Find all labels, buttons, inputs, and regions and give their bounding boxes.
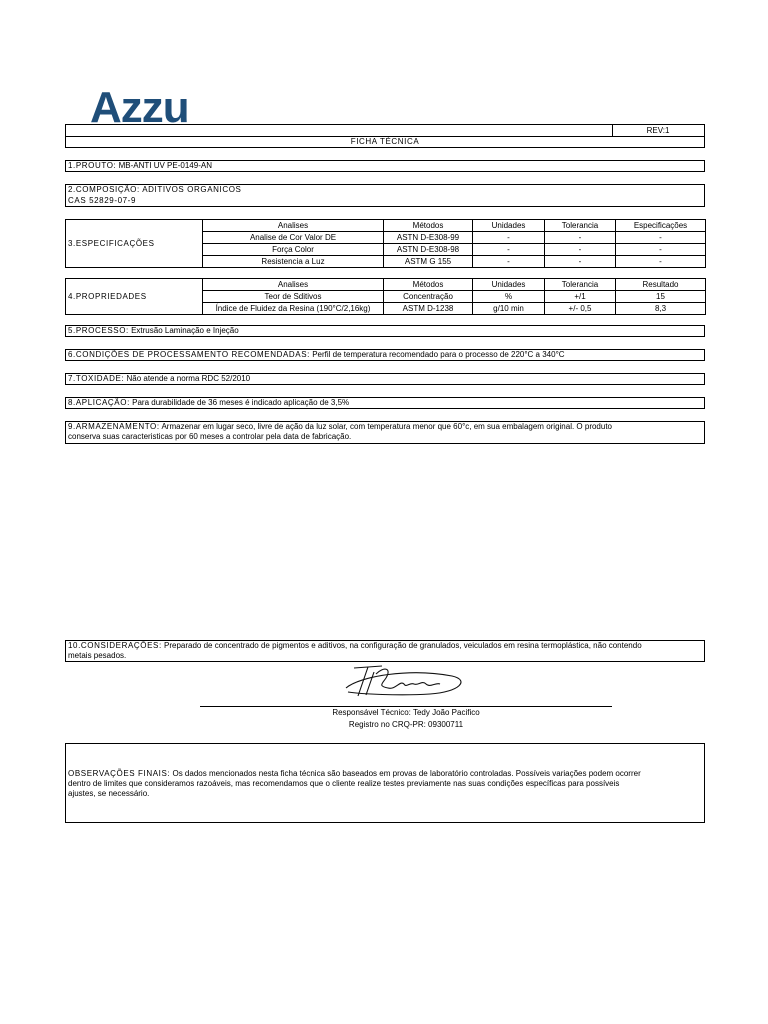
- toxidade-section: [65, 373, 705, 385]
- produto-section: [65, 160, 705, 172]
- table-cell: -: [616, 232, 706, 244]
- azzu-logo: [90, 84, 215, 126]
- header-cell: Tolerancia: [545, 220, 616, 232]
- aplicacao-section: [65, 397, 705, 409]
- propriedades-table: [65, 278, 706, 315]
- header-cell: Analises: [203, 279, 384, 291]
- observacoes-label: OBSERVAÇÕES FINAIS:: [68, 769, 171, 778]
- table-cell: ASTM G 155: [384, 256, 473, 268]
- consideracoes-label: 10.CONSIDERAÇÕES:: [68, 641, 162, 650]
- armazenamento-line1: Armazenar em lugar seco, livre de ação da luz solar, com temperatura menor que 60°c, em sua embalagem original. O produto: [161, 422, 613, 431]
- responsavel-tecnico: Responsável Técnico: Tedy João Pacifico: [332, 708, 480, 717]
- rev-label: REV:1: [646, 126, 670, 135]
- aplicacao-label: 8.APLICAÇÃO:: [68, 398, 130, 407]
- signature-line: [200, 706, 612, 707]
- condicoes-section: [65, 349, 705, 361]
- table-cell: 15: [616, 291, 706, 303]
- observacoes-section: [65, 743, 705, 823]
- header-cell: Analises: [203, 220, 384, 232]
- produto-value: MB-ANTI UV PE-0149-AN: [118, 161, 212, 170]
- armazenamento-line2: conserva suas caracteristicas por 60 meses a controlar pela data de fabricação.: [68, 432, 352, 441]
- table-cell: ASTM D-1238: [384, 303, 473, 315]
- observacoes-line2: dentro de limites que consideramos razoáveis, mas recomendamos que o cliente realize testes previamente nas suas condições específicas para possíveis: [68, 779, 620, 788]
- table-cell: ASTN D-E308-99: [384, 232, 473, 244]
- toxidade-value: Não atende a norma RDC 52/2010: [126, 374, 251, 383]
- table-cell: g/10 min: [473, 303, 545, 315]
- table-cell: Concentração: [384, 291, 473, 303]
- table-cell: %: [473, 291, 545, 303]
- header-box: [65, 124, 705, 148]
- aplicacao-value: Para durabilidade de 36 meses é indicado aplicação de 3,5%: [132, 398, 350, 407]
- table-cell: +/- 0,5: [545, 303, 616, 315]
- cas-number: CAS 52829-07-9: [68, 196, 136, 205]
- composicao-value: ADITIVOS ORGANICOS: [142, 185, 242, 194]
- table-cell: -: [473, 256, 545, 268]
- toxidade-label: 7.TOXIDADE:: [68, 374, 125, 383]
- header-cell: Especificações: [616, 220, 706, 232]
- page-title: FICHA TÉCNICA: [350, 137, 420, 146]
- header-cell: Métodos: [384, 220, 473, 232]
- header-cell: Tolerancia: [545, 279, 616, 291]
- processo-label: 5.PROCESSO:: [68, 326, 129, 335]
- table-cell: Resistencia a Luz: [203, 256, 384, 268]
- composicao-section: [65, 184, 705, 207]
- table-cell: -: [545, 244, 616, 256]
- especificacoes-table: [65, 219, 706, 268]
- consideracoes-line2: metais pesados.: [68, 651, 127, 660]
- table-cell: +/1: [545, 291, 616, 303]
- header-cell: Métodos: [384, 279, 473, 291]
- table-cell: Força Color: [203, 244, 384, 256]
- header-cell: Unidades: [473, 220, 545, 232]
- header-cell: Unidades: [473, 279, 545, 291]
- observacoes-line3: ajustes, se necessário.: [68, 789, 150, 798]
- consideracoes-line1: Preparado de concentrado de pigmentos e aditivos, na configuração de granulados, veiculados em resina termoplástica, não contendo: [164, 641, 642, 650]
- logo-text: Azzu: [90, 84, 189, 126]
- armazenamento-section: [65, 421, 705, 444]
- table-cell: -: [545, 232, 616, 244]
- condicoes-label: 6.CONDIÇÕES DE PROCESSAMENTO RECOMENDADAS:: [68, 350, 310, 359]
- propriedades-label: 4.PROPRIEDADES: [66, 279, 203, 315]
- header-cell: Resultado: [616, 279, 706, 291]
- table-row: [66, 220, 706, 232]
- observacoes-line1: Os dados mencionados nesta ficha técnica são baseados em provas de laboratório controladas. Possíveis variações podem ocorrer: [172, 769, 641, 778]
- composicao-label: 2.COMPOSIÇÃO:: [68, 185, 140, 194]
- processo-section: [65, 325, 705, 337]
- especificacoes-label: 3.ESPECIFICAÇÕES: [66, 220, 203, 268]
- table-cell: 8,3: [616, 303, 706, 315]
- table-cell: -: [473, 244, 545, 256]
- registro-crq: Registro no CRQ-PR: 09300711: [348, 720, 464, 729]
- table-cell: -: [545, 256, 616, 268]
- table-cell: -: [616, 256, 706, 268]
- processo-value: Extrusão Laminação e Injeção: [131, 326, 239, 335]
- table-cell: -: [473, 232, 545, 244]
- table-row: [66, 279, 706, 291]
- consideracoes-section: [65, 640, 705, 662]
- signature-image: [340, 662, 468, 702]
- armazenamento-label: 9.ARMAZENAMENTO:: [68, 422, 160, 431]
- table-cell: Teor de Sditivos: [203, 291, 384, 303]
- condicoes-value: Perfil de temperatura recomendado para o processo de 220°C a 340°C: [312, 350, 565, 359]
- produto-label: 1.PROUTO:: [68, 161, 117, 170]
- table-cell: Analise de Cor Valor DE: [203, 232, 384, 244]
- table-cell: Índice de Fluidez da Resina (190°C/2,16kg): [203, 303, 384, 315]
- table-cell: -: [616, 244, 706, 256]
- table-cell: ASTN D-E308-98: [384, 244, 473, 256]
